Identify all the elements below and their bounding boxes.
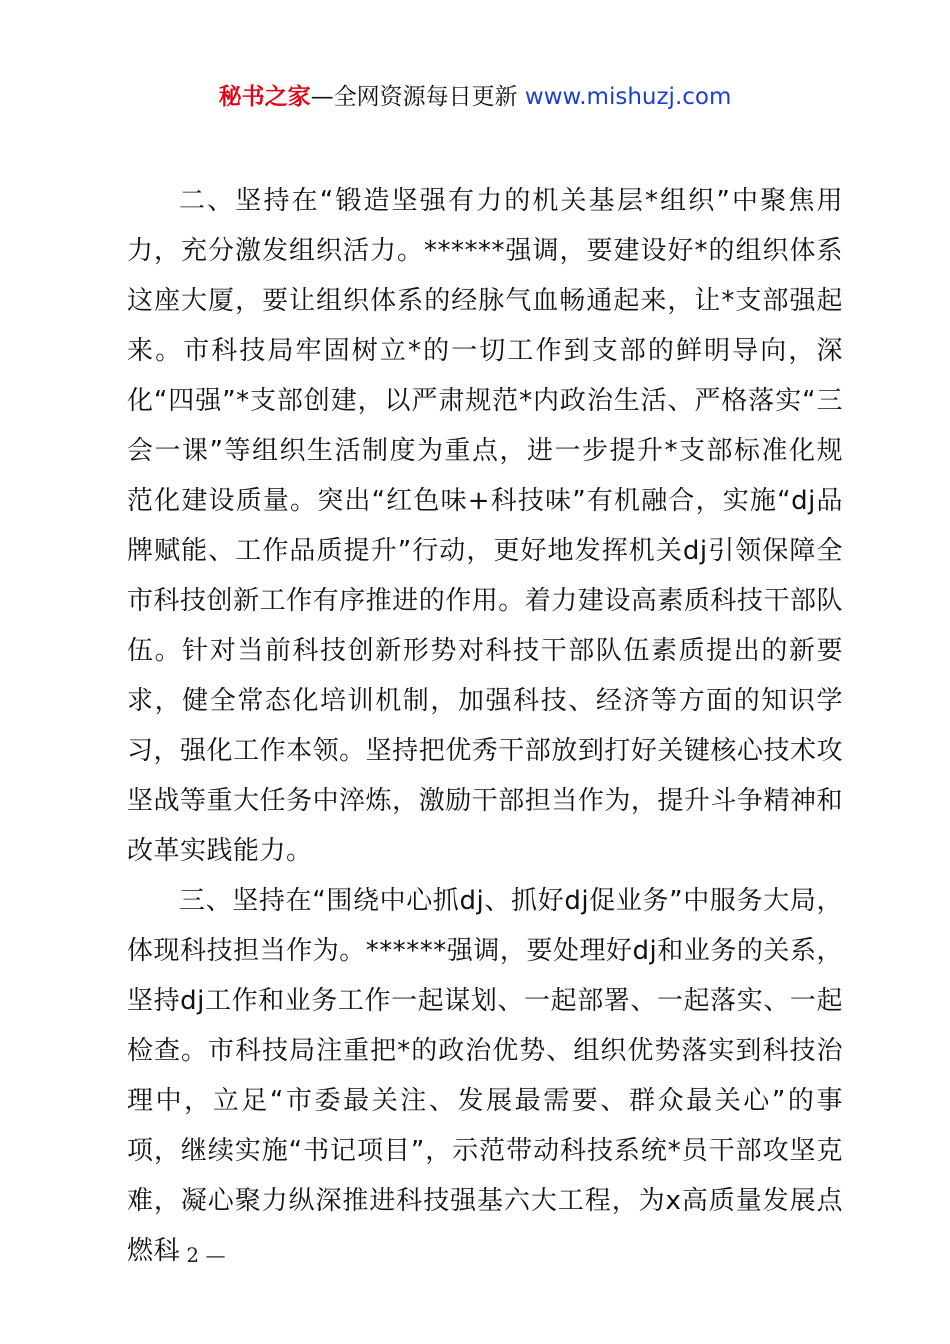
paragraph-three: 三、坚持在“围绕中心抓dj、抓好dj促业务”中服务大局，体现科技担当作为。******强调，要处理好dj和业务的关系，坚持dj工作和业务工作一起谋划、一起部署、一起落实、一起检查。市科技局注重把*的政治优势、组织优势落实到科技治理中，立足“市委最关注、发展最需要、群众最关心”的事项，继续实施“书记项目”，示范带动科技系统*员干部攻坚克难，凝心聚力纵深推进科技强基六大工程，为x高质量发展点燃科 [127,886,843,1266]
brand-name: 秘书之家 [218,84,311,110]
site-url-link[interactable]: www.mishuzj.com [524,84,732,110]
header-tagline: —全网资源每日更新 [310,84,518,110]
site-header [0,80,950,114]
document-body [127,176,843,1276]
paragraph-two: 二、坚持在“锻造坚强有力的机关基层*组织”中聚焦用力，充分激发组织活力。******强调，要建设好*的组织体系这座大厦，要让组织体系的经脉气血畅通起来，让*支部强起来。市科技局牢固树立*的一切工作到支部的鲜明导向，深化“四强”*支部创建，以严肃规范*内政治生活、严格落实“三会一课”等组织生活制度为重点，进一步提升*支部标准化规范化建设质量。突出“红色味+科技味”有机融合，实施“dj品牌赋能、工作品质提升”行动，更好地发挥机关dj引领保障全市科技创新工作有序推进的作用。着力建设高素质科技干部队伍。针对当前科技创新形势对科技干部队伍素质提出的新要求，健全常态化培训机制，加强科技、经济等方面的知识学习，强化工作本领。坚持把优秀干部放到打好关键核心技术攻坚战等重大任务中淬炼，激励干部担当作为，提升斗争精神和改革实践能力。 [127,186,843,866]
page-number: — 2 — [160,1243,226,1267]
